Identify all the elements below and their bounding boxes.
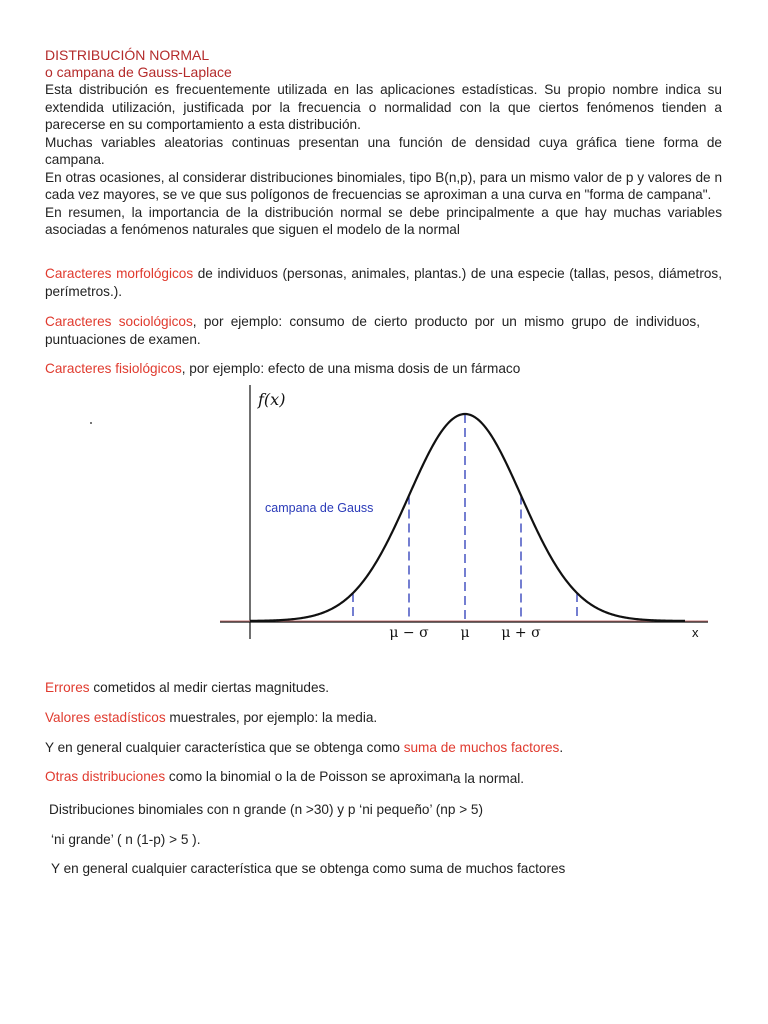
item-sociologicos-key: Caracteres sociológicos (45, 314, 193, 329)
item-valores-key: Valores estadísticos (45, 710, 166, 725)
item-sociologicos (45, 313, 700, 349)
paragraph-2: Muchas variables aleatorias continuas presentan una función de densidad cuya gráfica tiene forma de campana. (45, 134, 722, 167)
item-fisiologicos (45, 360, 722, 378)
item-general-post: . (559, 740, 564, 755)
dashed-markers (353, 414, 577, 621)
item-otras-key: Otras distribuciones (45, 769, 166, 784)
item-errores-key: Errores (45, 680, 90, 695)
paragraph-4: En resumen, la importancia de la distribución normal se debe principalmente a que hay muchas variables asociadas a fenómenos naturales que siguen el modelo de la normal (45, 204, 722, 237)
item-morfologicos-key: Caracteres morfológicos (45, 266, 194, 281)
tick-label-mu-plus-sigma: μ + σ (501, 625, 541, 641)
item-general-key: suma de muchos factores (403, 740, 560, 755)
doc-title: DISTRIBUCIÓN NORMAL (45, 47, 210, 63)
tick-label-mu-minus-sigma: μ − σ (389, 625, 429, 641)
item-morfologicos (45, 265, 722, 301)
item-morfologicos-text: de individuos (personas, animales, plantas.) de una especie (tallas, pesos, diámetros, perímetros.). (45, 266, 722, 299)
item-valores-text: muestrales, por ejemplo: la media. (165, 710, 378, 725)
item-binomiales: Distribuciones binomiales con n grande (n >30) y p ‘ni pequeño’ (np > 5) (49, 802, 483, 817)
item-general-2: Y en general cualquier característica que se obtenga como suma de muchos factores (51, 861, 566, 876)
annotation-label: campana de Gauss (265, 501, 374, 515)
document (45, 47, 722, 239)
item-errores (45, 679, 722, 697)
item-fisiologicos-key: Caracteres fisiológicos (45, 361, 182, 376)
x-axis-label: x (692, 625, 699, 640)
item-general-pre: Y en general cualquier característica que se obtenga como (45, 740, 404, 755)
paragraph-1: Esta distribución es frecuentemente utilizada en las aplicaciones estadísticas. Su propio nombre indica su extendida utilización, justificada por la frecuencia o normalidad con la que ciertos fenómenos tienden a parecerse en su comportamiento a esta distribución. (45, 82, 722, 132)
item-otras-text: como la binomial o la de Poisson se aproximan (165, 769, 454, 784)
doc-subtitle: o campana de Gauss-Laplace (45, 64, 232, 80)
gauss-chart (220, 383, 715, 645)
item-general (45, 739, 735, 757)
tick-label-mu: μ (460, 625, 470, 641)
gauss-chart-svg (220, 383, 715, 645)
item-otras-tail: a la normal. (453, 771, 525, 786)
item-ni-grande: ‘ni grande’ ( n (1-p) > 5 ). (51, 832, 201, 847)
paragraph-3: En otras ocasiones, al considerar distribuciones binomiales, tipo B(n,p), para un mismo valor de p y valores de n cada vez mayores, se ve que sus polígonos de frecuencias se aproximan a una curva en "forma de campana". (45, 169, 722, 202)
y-axis-label: f(x) (258, 390, 286, 409)
item-valores (45, 709, 722, 727)
item-otras (45, 768, 735, 786)
gauss-curve (250, 414, 685, 621)
item-sociologicos-text: , por ejemplo: consumo de cierto producto por un mismo grupo de individuos, puntuaciones de examen. (45, 314, 700, 347)
stray-dot (90, 422, 92, 424)
item-fisiologicos-text: , por ejemplo: efecto de una misma dosis de un fármaco (181, 361, 521, 376)
item-errores-text: cometidos al medir ciertas magnitudes. (89, 680, 330, 695)
